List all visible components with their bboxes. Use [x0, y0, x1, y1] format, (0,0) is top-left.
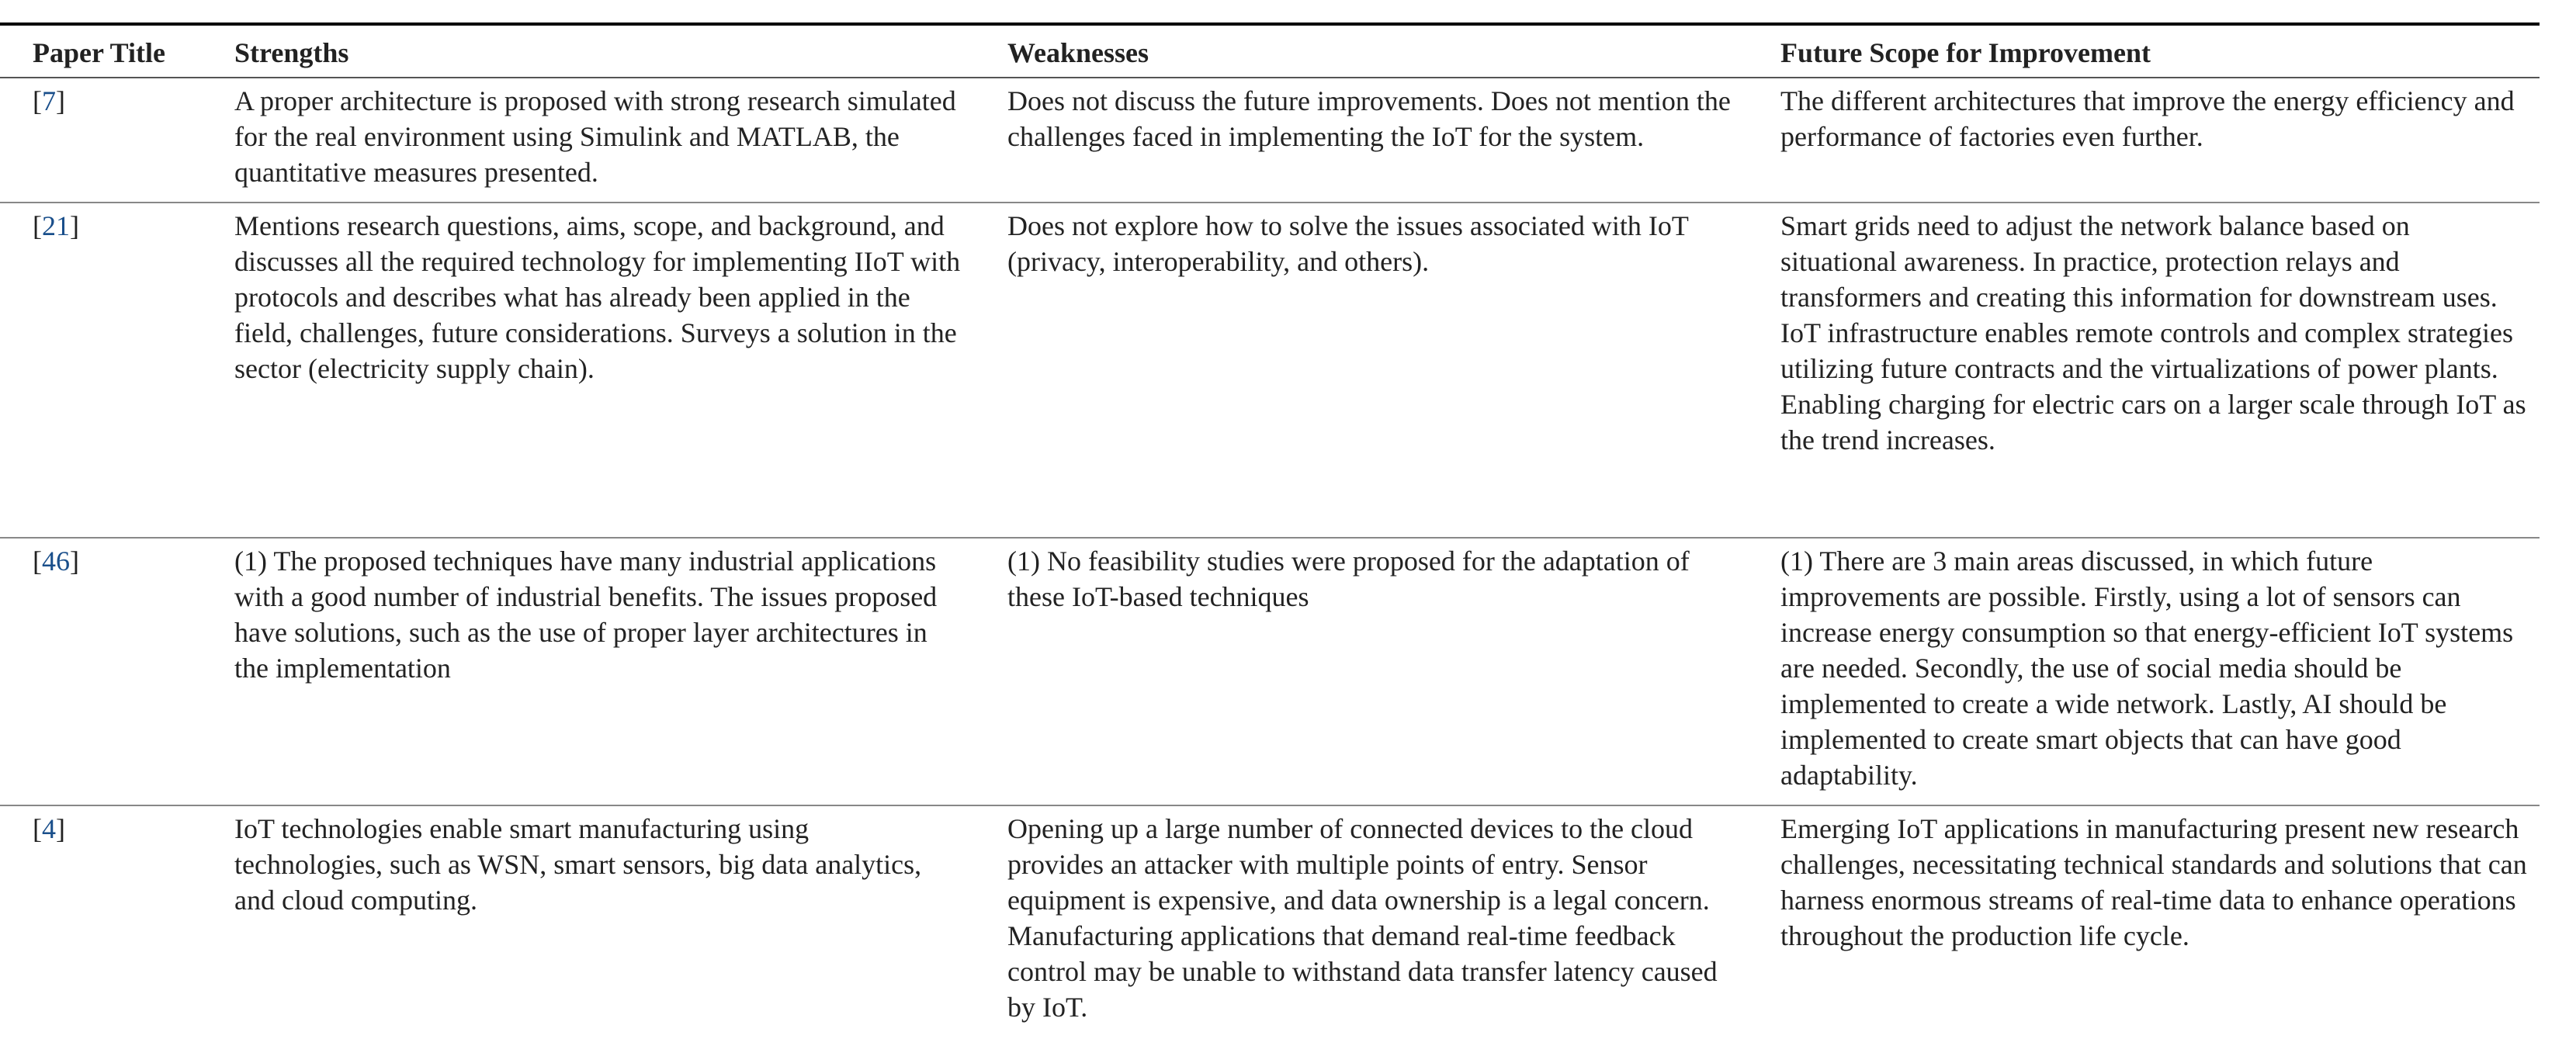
ref-bracket-close: ]: [70, 545, 79, 577]
ref-bracket-close: ]: [70, 210, 79, 241]
ref-bracket-close: ]: [56, 85, 65, 116]
future-scope-paragraph: Emerging IoT applications in manufacturing present new research challenges, necessitating technical standards and solutions that can harness enormous streams of real-time data to enhance operations throughout the production life cycle.: [1780, 813, 2527, 951]
future-scope-paragraph: Enabling charging for electric cars on a larger scale through IoT as the trend increases.: [1780, 389, 2526, 455]
weaknesses-cell: Does not discuss the future improvements. Does not mention the challenges faced in implementing the IoT for the system.: [1007, 85, 1731, 152]
header-paper-title: Paper Title: [33, 37, 165, 68]
header-strengths: Strengths: [234, 37, 349, 68]
paper-ref-cell: [0, 539, 203, 805]
table-row: [0, 78, 2540, 203]
header-weaknesses: Weaknesses: [1007, 37, 1149, 68]
strengths-cell: A proper architecture is proposed with strong research simulated for the real environment using Simulink and MATLAB, the quantitative measures presented.: [234, 85, 956, 188]
ref-bracket-open: [: [33, 85, 42, 116]
table-header-row: [0, 26, 2540, 78]
future-scope-paragraph: IoT infrastructure enables remote controls and complex strategies utilizing future contracts and the virtualizations of power plants.: [1780, 317, 2513, 384]
citation-link[interactable]: 4: [42, 813, 56, 844]
paper-ref-cell: [0, 78, 203, 202]
strengths-cell: Mentions research questions, aims, scope, and background, and discusses all the required technology for implementing IIoT with protocols and describes what has already been applied in the field, challenges, future considerations. Surveys a solution in the sector (electricity supply chain).: [234, 210, 961, 384]
strengths-cell: IoT technologies enable smart manufacturing using technologies, such as WSN, smart sensors, big data analytics, and cloud computing.: [234, 813, 922, 916]
weaknesses-cell: Does not explore how to solve the issues associated with IoT (privacy, interoperability, and others).: [1007, 210, 1689, 277]
paper-ref-cell: [0, 203, 203, 537]
future-scope-cell: [1749, 78, 2540, 202]
ref-bracket-close: ]: [56, 813, 65, 844]
weaknesses-cell: (1) No feasibility studies were proposed for the adaptation of these IoT-based techniques: [1007, 545, 1690, 612]
paper-ref-cell: [0, 806, 203, 1039]
future-scope-paragraph: (1) There are 3 main areas discussed, in which future improvements are possible. Firstly, using a lot of sensors can increase energy consumption so that energy-efficient IoT systems are needed. Secondly, the use of social media should be implemented to create a wide network. Lastly, AI should be implemented to create smart objects that can have good adaptability.: [1780, 545, 2514, 791]
future-scope-paragraph: The different architectures that improve the energy efficiency and performance of factories even further.: [1780, 85, 2515, 152]
table-row: [0, 806, 2540, 1039]
ref-bracket-open: [: [33, 545, 42, 577]
future-scope-paragraph: Smart grids need to adjust the network balance based on situational awareness. In practice, protection relays and transformers and creating this information for downstream uses.: [1780, 210, 2498, 313]
strengths-cell: (1) The proposed techniques have many industrial applications with a good number of industrial benefits. The issues proposed have solutions, such as the use of proper layer architectures in the implementation: [234, 545, 938, 684]
future-scope-cell: [1749, 539, 2540, 805]
table-row: [0, 203, 2540, 539]
ref-bracket-open: [: [33, 210, 42, 241]
comparison-table: [0, 23, 2540, 1039]
future-scope-cell: [1749, 203, 2540, 537]
ref-bracket-open: [: [33, 813, 42, 844]
header-future-scope: Future Scope for Improvement: [1780, 37, 2151, 68]
weaknesses-cell: Opening up a large number of connected devices to the cloud provides an attacker with multiple points of entry. Sensor equipment is expensive, and data ownership is a legal concern. Manufacturing applications that demand real-time feedback control may be unable to withstand data transfer latency caused by IoT.: [1007, 813, 1718, 1023]
future-scope-cell: [1749, 806, 2540, 1039]
citation-link[interactable]: 46: [42, 545, 70, 577]
table-row: [0, 539, 2540, 806]
citation-link[interactable]: 21: [42, 210, 70, 241]
citation-link[interactable]: 7: [42, 85, 56, 116]
